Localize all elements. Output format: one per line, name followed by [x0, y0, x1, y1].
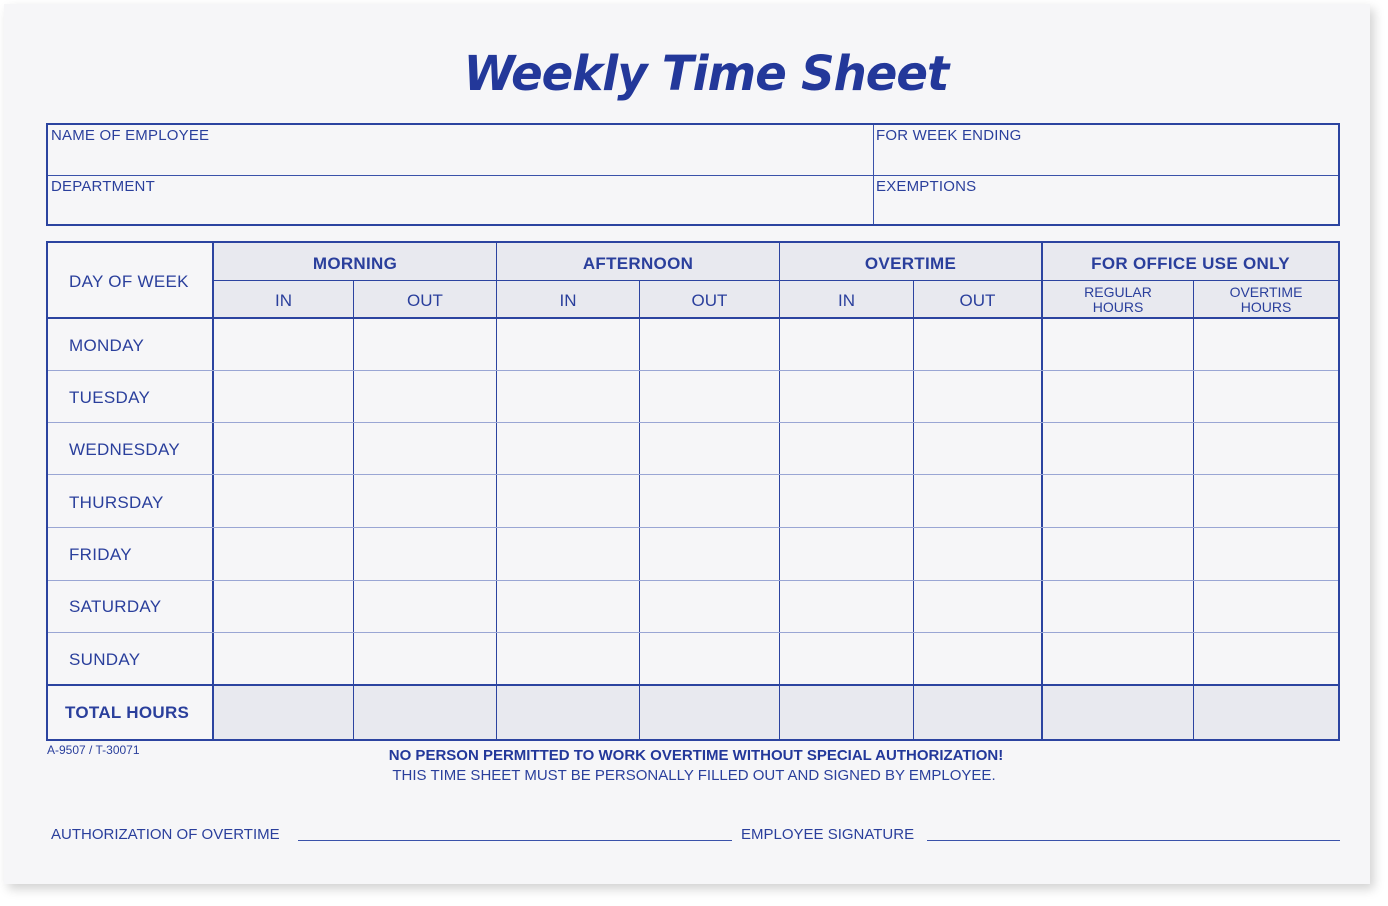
- afternoon-header: AFTERNOON: [582, 254, 694, 273]
- grid-line: [1193, 281, 1194, 739]
- morning-in-header: IN: [275, 291, 292, 310]
- overtime-header: OVERTIME: [864, 254, 957, 273]
- department-label: DEPARTMENT: [51, 178, 155, 195]
- day-thursday: THURSDAY: [69, 493, 164, 512]
- afternoon-out-header: OUT: [691, 291, 728, 310]
- form-code: A-9507 / T-30071: [47, 743, 140, 757]
- day-friday: FRIDAY: [69, 545, 132, 564]
- grid-line: [353, 281, 354, 739]
- grid-line: [48, 632, 1338, 633]
- signature-line[interactable]: [927, 840, 1340, 841]
- page-title: Weekly Time Sheet: [463, 46, 949, 102]
- grid-line: [48, 422, 1338, 423]
- overtime-out-header: OUT: [959, 291, 996, 310]
- regular-hours-line1: REGULAR: [1084, 284, 1152, 300]
- grid-line: [913, 281, 914, 739]
- name-of-employee-label: NAME OF EMPLOYEE: [51, 127, 210, 144]
- week-ending-label: FOR WEEK ENDING: [876, 127, 1022, 144]
- signature-notice: THIS TIME SHEET MUST BE PERSONALLY FILLED OUT AND SIGNED BY EMPLOYEE.: [392, 767, 996, 784]
- day-saturday: SATURDAY: [69, 597, 162, 616]
- grid-line: [48, 370, 1338, 371]
- info-divider-horizontal: [48, 175, 1338, 176]
- day-tuesday: TUESDAY: [69, 388, 151, 407]
- day-monday: MONDAY: [69, 336, 145, 355]
- regular-hours-line2: HOURS: [1092, 299, 1144, 315]
- overtime-hours-line1: OVERTIME: [1229, 284, 1303, 300]
- day-of-week-header: DAY OF WEEK: [69, 272, 189, 291]
- grid-line: [48, 684, 1338, 686]
- overtime-notice: NO PERSON PERMITTED TO WORK OVERTIME WITHOUT SPECIAL AUTHORIZATION!: [388, 747, 1004, 764]
- office-use-header: FOR OFFICE USE ONLY: [1091, 254, 1290, 273]
- employee-info-box: [46, 123, 1340, 226]
- overtime-hours-header: [1194, 285, 1338, 315]
- grid-line: [48, 527, 1338, 528]
- morning-out-header: OUT: [407, 291, 443, 310]
- overtime-hours-line2: HOURS: [1240, 299, 1292, 315]
- afternoon-in-header: IN: [559, 291, 577, 310]
- info-divider-vertical: [873, 125, 874, 224]
- authorization-line[interactable]: [298, 840, 732, 841]
- grid-line: [48, 580, 1338, 581]
- morning-header: MORNING: [312, 254, 398, 273]
- authorization-of-overtime-label: AUTHORIZATION OF OVERTIME: [51, 826, 280, 843]
- total-row-shade: [213, 686, 1338, 739]
- total-hours-label: TOTAL HOURS: [65, 703, 190, 722]
- time-grid: [46, 241, 1340, 741]
- grid-line: [48, 317, 1338, 319]
- grid-line: [48, 474, 1338, 475]
- overtime-in-header: IN: [838, 291, 855, 310]
- exemptions-label: EXEMPTIONS: [876, 178, 977, 195]
- day-sunday: SUNDAY: [69, 650, 141, 669]
- regular-hours-header: [1043, 285, 1193, 315]
- employee-signature-label: EMPLOYEE SIGNATURE: [741, 826, 915, 843]
- grid-line: [639, 281, 640, 739]
- day-wednesday: WEDNESDAY: [69, 440, 181, 459]
- grid-line: [213, 280, 1338, 281]
